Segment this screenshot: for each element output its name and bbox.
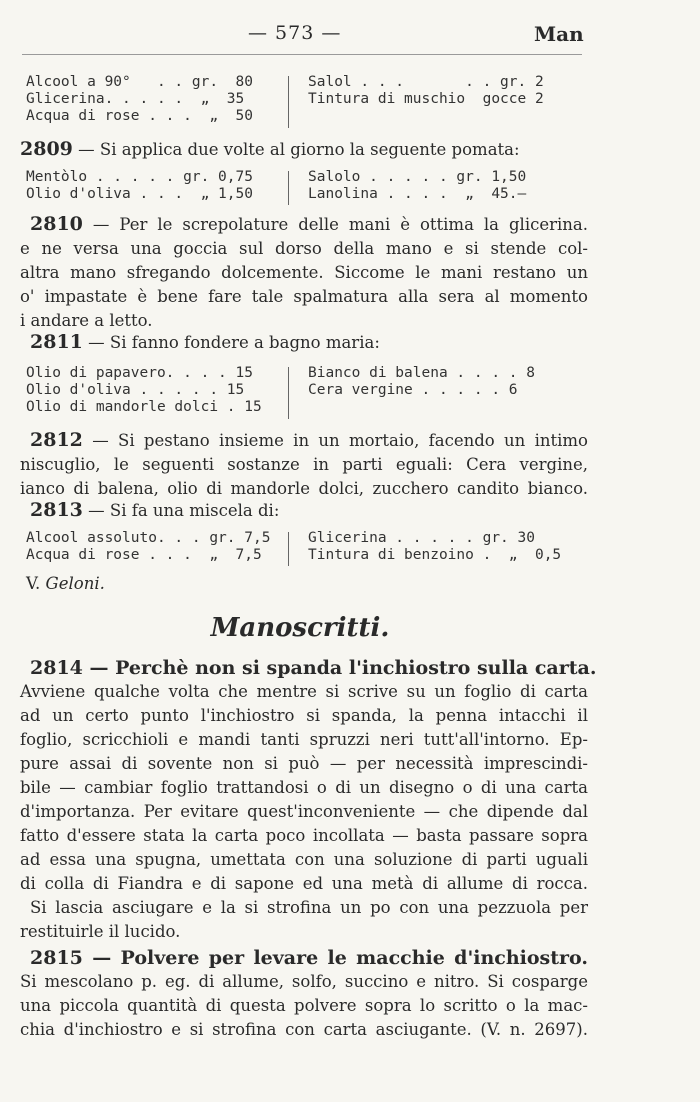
entry-line: Si mescolano p. eg. di allume, solfo, succino e nitro. Si cosparge xyxy=(20,972,588,991)
entry-heading: — Polvere per levare le macchie d'inchiostro. xyxy=(92,947,588,969)
entry-line: restituirle il lucido. xyxy=(20,922,181,941)
entry-2813 xyxy=(20,498,588,523)
entry-number: 2814 xyxy=(30,657,83,679)
entry-number: 2811 xyxy=(30,331,83,353)
entry-line: foglio, scricchioli e mandi tanti spruzzi neri tutt'all'intorno. Ep- xyxy=(20,730,588,749)
entry-2814 xyxy=(20,656,597,944)
entry-line: Avviene qualche volta che mentre si scrive su un foglio di carta xyxy=(20,682,588,701)
entry-line: di colla di Fiandra e di sapone ed una metà di allume di rocca. xyxy=(20,874,588,893)
entry-line: Si lascia asciugare e la si strofina un po con una pezzuola per xyxy=(30,898,588,917)
entry-2809 xyxy=(20,137,588,162)
entry-number: 2815 xyxy=(30,947,83,969)
recipe-right-column: Bianco di balena . . . . 8 Cera vergine . . . . . 6 xyxy=(308,365,535,398)
entry-text: — Si applica due volte al giorno la seguente pomata: xyxy=(78,140,520,159)
entry-number: 2809 xyxy=(20,138,73,160)
entry-line: chia d'inchiostro e si strofina con carta asciugante. (V. n. 2697). xyxy=(20,1020,588,1039)
column-divider xyxy=(288,532,289,566)
entry-number: 2812 xyxy=(30,429,83,451)
recipe-right-column: Salolo . . . . . gr. 1,50 Lanolina . . . . „ 45.— xyxy=(308,169,527,202)
page-header xyxy=(0,22,700,46)
section-title: Manoscritti. xyxy=(210,613,390,643)
entry-2810 xyxy=(20,212,588,333)
entry-2811 xyxy=(20,330,588,355)
entry-line: ad essa una spugna, umettata con una soluzione di parti uguali xyxy=(20,850,588,869)
recipe-right-column: Salol . . . . . gr. 2 Tintura di muschio gocce 2 xyxy=(308,74,544,107)
entry-text: — Si fa una miscela di: xyxy=(88,501,280,520)
column-divider xyxy=(288,367,289,419)
entry-line: o' impastate è bene fare tale spalmatura alla sera al momento xyxy=(20,287,588,306)
entry-number: 2810 xyxy=(30,213,83,235)
recipe-left-column: Alcool assoluto. . . gr. 7,5 Acqua di rose . . . „ 7,5 xyxy=(26,530,271,563)
column-divider xyxy=(288,76,289,128)
cross-reference-prefix: V. xyxy=(26,574,41,593)
cross-reference xyxy=(26,574,105,593)
recipe-left-column: Alcool a 90° . . gr. 80 Glicerina. . . . . „ 35 Acqua di rose . . . „ 50 xyxy=(26,74,253,124)
recipe-left-column: Mentòlo . . . . . gr. 0,75 Olio d'oliva . . . „ 1,50 xyxy=(26,169,253,202)
entry-line: i andare a letto. xyxy=(20,311,153,330)
entry-line: — Per le screpolature delle mani è ottima la glicerina. xyxy=(92,215,588,234)
entry-text: — Si fanno fondere a bagno maria: xyxy=(88,333,380,352)
cross-reference-link: Geloni. xyxy=(45,574,105,593)
entry-line: d'importanza. Per evitare quest'inconveniente — che dipende dal xyxy=(20,802,588,821)
entry-2815 xyxy=(20,946,588,1042)
running-head: Man xyxy=(534,22,584,46)
entry-line: ad un certo punto l'inchiostro si spanda, la penna intacchi il xyxy=(20,706,588,725)
entry-line: ianco di balena, olio di mandorle dolci, zucchero candito bianco. xyxy=(20,479,588,498)
entry-line: bile — cambiar foglio trattandosi o di un disegno o di una carta xyxy=(20,778,588,797)
entry-number: 2813 xyxy=(30,499,83,521)
column-divider xyxy=(288,171,289,205)
entry-line: altra mano sfregando dolcemente. Siccome le mani restano un xyxy=(20,263,588,282)
entry-line: fatto d'essere stata la carta poco incollata — basta passare sopra xyxy=(20,826,588,845)
entry-heading: — Perchè non si spanda l'inchiostro sulla carta. xyxy=(89,657,597,679)
page-number: — 573 — xyxy=(248,22,342,44)
entry-line: una piccola quantità di questa polvere sopra lo scritto o la mac- xyxy=(20,996,588,1015)
header-rule xyxy=(22,54,582,55)
entry-line: niscuglio, le seguenti sostanze in parti eguali: Cera vergine, xyxy=(20,455,588,474)
entry-line: pure assai di sovente non si può — per necessità imprescindi- xyxy=(20,754,588,773)
entry-line: e ne versa una goccia sul dorso della mano e si stende col- xyxy=(20,239,588,258)
entry-line: — Si pestano insieme in un mortaio, facendo un intimo xyxy=(92,431,588,450)
recipe-left-column: Olio di papavero. . . . 15 Olio d'oliva . . . . . 15 Olio di mandorle dolci . 15 xyxy=(26,365,262,415)
entry-2812 xyxy=(20,428,588,501)
recipe-right-column: Glicerina . . . . . gr. 30 Tintura di benzoino . „ 0,5 xyxy=(308,530,562,563)
